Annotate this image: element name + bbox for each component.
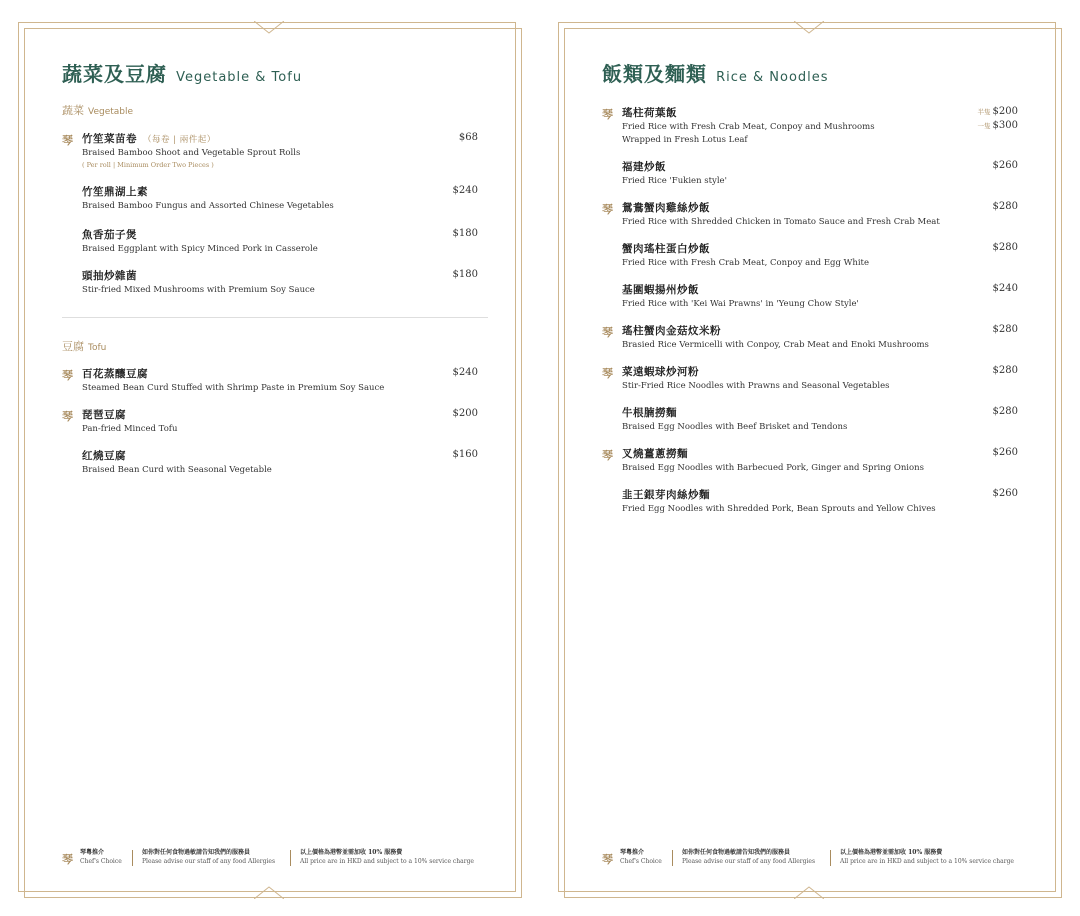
item-name: 竹笙菜苗卷 （每卷 | 兩件起） [82,133,216,145]
item-description: Braised Bean Curd with Seasonal Vegetable [82,465,272,475]
menu-item [62,184,478,213]
item-name: 叉燒薑蔥撈麵 [622,448,688,460]
item-description: Braised Bamboo Shoot and Vegetable Sprout Rolls [82,148,301,158]
item-price: $68 [458,132,478,143]
page-title-zh: 飯類及麵類 [602,62,707,86]
chef-choice-icon: 琴 [602,449,613,462]
item-description: Fried Egg Noodles with Shredded Pork, Bean Sprouts and Yellow Chives [622,504,936,514]
item-price: $280 [992,324,1018,335]
section-divider [62,317,488,318]
chef-choice-icon: 琴 [602,203,613,216]
footer-allergy-note: 如你對任何食物過敏請告知我們的服務員 Please advise our staff of any food Allergies [682,849,816,865]
menu-item [62,407,478,436]
menu-item [602,282,1018,311]
page-title-en: Vegetable & Tofu [176,70,303,85]
item-description: Braised Eggplant with Spicy Minced Pork in Casserole [82,244,318,254]
menu-item [602,241,1018,270]
item-name: 蟹肉瑤柱蛋白炒飯 [622,243,710,255]
left-page-content [62,22,478,892]
menu-item [602,200,1018,229]
chef-choice-icon: 琴 [62,134,73,147]
menu-item [62,131,478,169]
item-price: $180 [452,228,478,239]
item-price: $180 [452,269,478,280]
menu-item [602,405,1018,434]
menu-item [62,268,478,297]
menu-item [62,227,478,256]
item-name: 菜遠蝦球炒河粉 [622,366,699,378]
menu-item [602,446,1018,475]
menu-item [62,448,478,477]
footer-chef-choice: 琴粵推介 Chef's Choice [80,849,122,865]
item-price-list [978,105,1018,133]
menu-page-left [18,22,516,892]
item-name: 頭抽炒雜菌 [82,270,137,282]
item-name: 红燒豆腐 [82,450,126,462]
item-price: $260 [992,160,1018,171]
menu-item [602,323,1018,352]
chef-choice-icon: 琴 [602,853,613,866]
item-price: $280 [992,365,1018,376]
page-title [62,58,302,87]
item-price: $280 [992,242,1018,253]
right-page-content [602,22,1018,892]
item-description: Stir-Fried Rice Noodles with Prawns and Seasonal Vegetables [622,381,890,391]
item-price: $280 [992,201,1018,212]
menu-item [62,366,478,395]
item-note-zh: （每卷 | 兩件起） [143,135,216,145]
item-description: Brasied Rice Vermicelli with Conpoy, Crab Meat and Enoki Mushrooms [622,340,929,350]
footer-separator [672,850,673,866]
item-price: $260 [992,488,1018,499]
item-description: Fried Rice 'Fukien style' [622,176,727,186]
item-name: 瑤柱蟹肉金菇炆米粉 [622,325,721,337]
menu-item [602,487,1018,516]
page-title [602,58,829,87]
item-note-en: ( Per roll | Minimum Order Two Pieces ) [82,161,214,169]
item-description: Braised Bamboo Fungus and Assorted Chinese Vegetables [82,201,334,211]
item-description: Stir-fried Mixed Mushrooms with Premium Soy Sauce [82,285,315,295]
item-name: 百花蒸釀豆腐 [82,368,148,380]
item-description: Fried Rice with Fresh Crab Meat, Conpoy and Egg White [622,258,869,268]
page-title-zh: 蔬菜及豆腐 [62,62,167,86]
footer-price-note: 以上價格為港幣並需加收 10% 服務費 All price are in HKD and subject to a 10% service charge [300,849,474,865]
item-name: 瑤柱荷葉飯 [622,107,677,119]
footer-price-note: 以上價格為港幣並需加收 10% 服務費 All price are in HKD and subject to a 10% service charge [840,849,1014,865]
chef-choice-icon: 琴 [62,853,73,866]
item-name: 福建炒飯 [622,161,666,173]
item-description: Fried Rice with Fresh Crab Meat, Conpoy and Mushrooms Wrapped in Fresh Lotus Leaf [622,122,875,145]
item-price: $160 [452,449,478,460]
item-price-half: 半隻 $200 [977,106,1018,117]
item-price: $260 [992,447,1018,458]
footer-separator [132,850,133,866]
item-description: Steamed Bean Curd Stuffed with Shrimp Paste in Premium Soy Sauce [82,383,385,393]
menu-footer [602,848,1018,872]
item-price: $240 [992,283,1018,294]
footer-chef-choice: 琴粵推介 Chef's Choice [620,849,662,865]
page-title-en: Rice & Noodles [716,70,829,85]
chef-choice-icon: 琴 [602,367,613,380]
item-name: 韭王銀芽肉絲炒麵 [622,489,710,501]
item-description: Braised Egg Noodles with Barbecued Pork, Ginger and Spring Onions [622,463,924,473]
section-label-vegetable: 蔬菜 Vegetable [62,104,134,117]
item-description: Fried Rice with Shredded Chicken in Tomato Sauce and Fresh Crab Meat [622,217,940,227]
section-label-tofu: 豆腐 Tofu [62,340,107,353]
menu-item [602,364,1018,393]
item-name: 牛根腩撈麵 [622,407,677,419]
menu-footer [62,848,478,872]
chef-choice-icon: 琴 [602,108,613,121]
item-name: 鴛鴦蟹肉雞絲炒飯 [622,202,710,214]
item-price: $200 [452,408,478,419]
menu-item [602,105,1018,147]
menu-item [602,159,1018,188]
item-name: 琵琶豆腐 [82,409,126,421]
menu-page-right [558,22,1056,892]
chef-choice-icon: 琴 [602,326,613,339]
item-name: 基圍蝦揚州炒飯 [622,284,699,296]
item-description: Fried Rice with 'Kei Wai Prawns' in 'Yeung Chow Style' [622,299,859,309]
footer-allergy-note: 如你對任何食物過敏請告知我們的服務員 Please advise our staff of any food Allergies [142,849,276,865]
item-description: Braised Egg Noodles with Beef Brisket and Tendons [622,422,848,432]
item-price: $280 [992,406,1018,417]
item-price-whole: 一隻 $300 [977,120,1018,131]
footer-separator [830,850,831,866]
item-price: $240 [452,185,478,196]
chef-choice-icon: 琴 [62,410,73,423]
item-description: Pan-fried Minced Tofu [82,424,178,434]
item-name: 魚香茄子煲 [82,229,137,241]
footer-separator [290,850,291,866]
item-price: $240 [452,367,478,378]
chef-choice-icon: 琴 [62,369,73,382]
item-name: 竹笙鼎湖上素 [82,186,148,198]
